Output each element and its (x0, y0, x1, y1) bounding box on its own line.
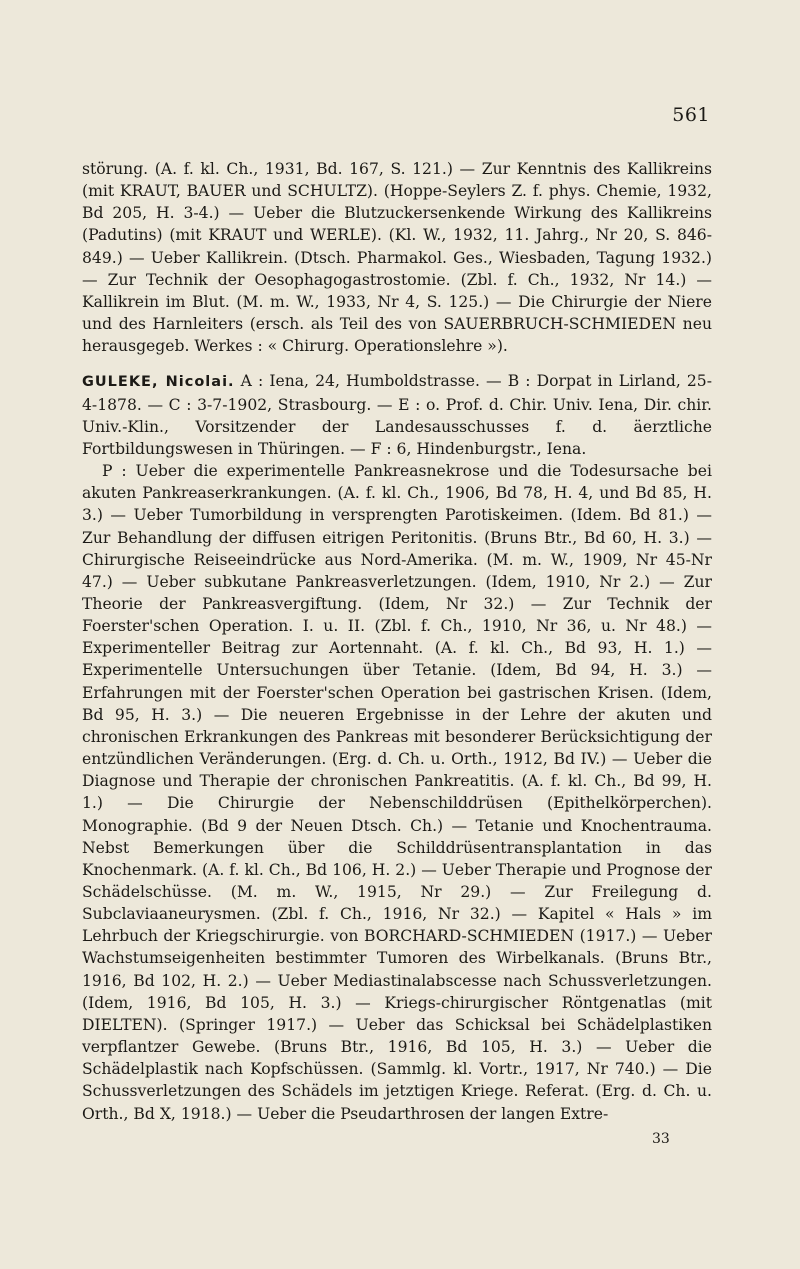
signature-mark: 33 (652, 1131, 670, 1147)
entry-name: GULEKE, Nicolai. (82, 374, 235, 391)
body-text (82, 158, 712, 1125)
page-number: 561 (672, 104, 710, 126)
bibliography-continuation: störung. (A. f. kl. Ch., 1931, Bd. 167, S. 121.) — Zur Kenntnis des Kallikreins (mit KRAUT, BAUER und SCHULTZ). (Hoppe-Seylers Z. f. phys. Chemie, 1932, Bd 205, H. 3-4.) — Ueber die Blutzuckersenkende Wirkung des Kallikreins (Padutins) (mit KRAUT und WERLE). (Kl. W., 1932, 11. Jahrg., Nr 20, S. 846-849.) — Ueber Kallikrein. (Dtsch. Pharmakol. Ges., Wiesbaden, Tagung 1932.) — Zur Technik der Oesophagogastrostomie. (Zbl. f. Ch., 1932, Nr 14.) — Kallikrein im Blut. (M. m. W., 1933, Nr 4, S. 125.) — Die Chirurgie der Niere und des Harnleiters (ersch. als Teil des von SAUERBRUCH-SCHMIEDEN neu herausgegeb. Werkes : « Chirurg. Operationslehre »). (82, 160, 712, 356)
entry-bio: A : Iena, 24, Humboldstrasse. — B : Dorpat in Lirland, 25-4-1878. — C : 3-7-1902, Strasbourg. — E : o. Prof. d. Chir. Univ. Iena, Dir. chir. Univ.-Klin., Vorsitzender der Landesausschusses f. d. äerztliche Fortbildungswesen in Thüringen. — F : 6, Hindenburgstr., Iena. (82, 372, 712, 458)
publications-list: P : Ueber die experimentelle Pankreasnekrose und die Todesursache bei akuten Pankreaserkrankungen. (A. f. kl. Ch., 1906, Bd 78, H. 4, und Bd 85, H. 3.) — Ueber Tumorbildung in versprengten Parotiskeimen. (Idem. Bd 81.) — Zur Behandlung der diffusen eitrigen Peritonitis. (Bruns Btr., Bd 60, H. 3.) — Chirurgische Reiseeindrücke aus Nord-Amerika. (M. m. W., 1909, Nr 45-Nr 47.) — Ueber subkutane Pankreasverletzungen. (Idem, 1910, Nr 2.) — Zur Theorie der Pankreasvergiftung. (Idem, Nr 32.) — Zur Technik der Foerster'schen Operation. I. u. II. (Zbl. f. Ch., 1910, Nr 36, u. Nr 48.) — Experimenteller Beitrag zur Aortennaht. (A. f. kl. Ch., Bd 93, H. 1.) — Experimentelle Untersuchungen über Tetanie. (Idem, Bd 94, H. 3.) — Erfahrungen mit der Foerster'schen Operation bei gastrischen Krisen. (Idem, Bd 95, H. 3.) — Die neueren Ergebnisse in der Lehre der akuten und chronischen Erkrankungen des Pankreas mit besonderer Berücksichtigung der entzündlichen Veränderungen. (Erg. d. Ch. u. Orth., 1912, Bd IV.) — Ueber die Diagnose und Therapie der chronischen Pankreatitis. (A. f. kl. Ch., Bd 99, H. 1.) — Die Chirurgie der Nebenschilddrüsen (Epithelkörperchen). Monographie. (Bd 9 der Neuen Dtsch. Ch.) — Tetanie und Knochentrauma. Nebst Bemerkungen über die Schilddrüsentransplantation in das Knochenmark. (A. f. kl. Ch., Bd 106, H. 2.) — Ueber Therapie und Prognose der Schädelschüsse. (M. m. W., 1915, Nr 29.) — Zur Freilegung d. Subclaviaaneurysmen. (Zbl. f. Ch., 1916, Nr 32.) — Kapitel « Hals » im Lehrbuch der Kriegschirurgie. von BORCHARD-SCHMIEDEN (1917.) — Ueber Wachstumseigenheiten bestimmter Tumoren des Wirbelkanals. (Bruns Btr., 1916, Bd 102, H. 2.) — Ueber Mediastinalabscesse nach Schussverletzungen. (Idem, 1916, Bd 105, H. 3.) — Kriegs-chirurgischer Röntgenatlas (mit DIELTEN). (Springer 1917.) — Ueber das Schicksal bei Schädelplastiken verpflantzer Gewebe. (Bruns Btr., 1916, Bd 105, H. 3.) — Ueber die Schädelplastik nach Kopfschüssen. (Sammlg. kl. Vortr., 1917, Nr 740.) — Die Schussverletzungen des Schädels im jetztigen Kriege. Referat. (Erg. d. Ch. u. Orth., Bd X, 1918.) — Ueber die Pseudarthrosen der langen Extre- (82, 462, 712, 1123)
biography-entry (82, 370, 712, 460)
